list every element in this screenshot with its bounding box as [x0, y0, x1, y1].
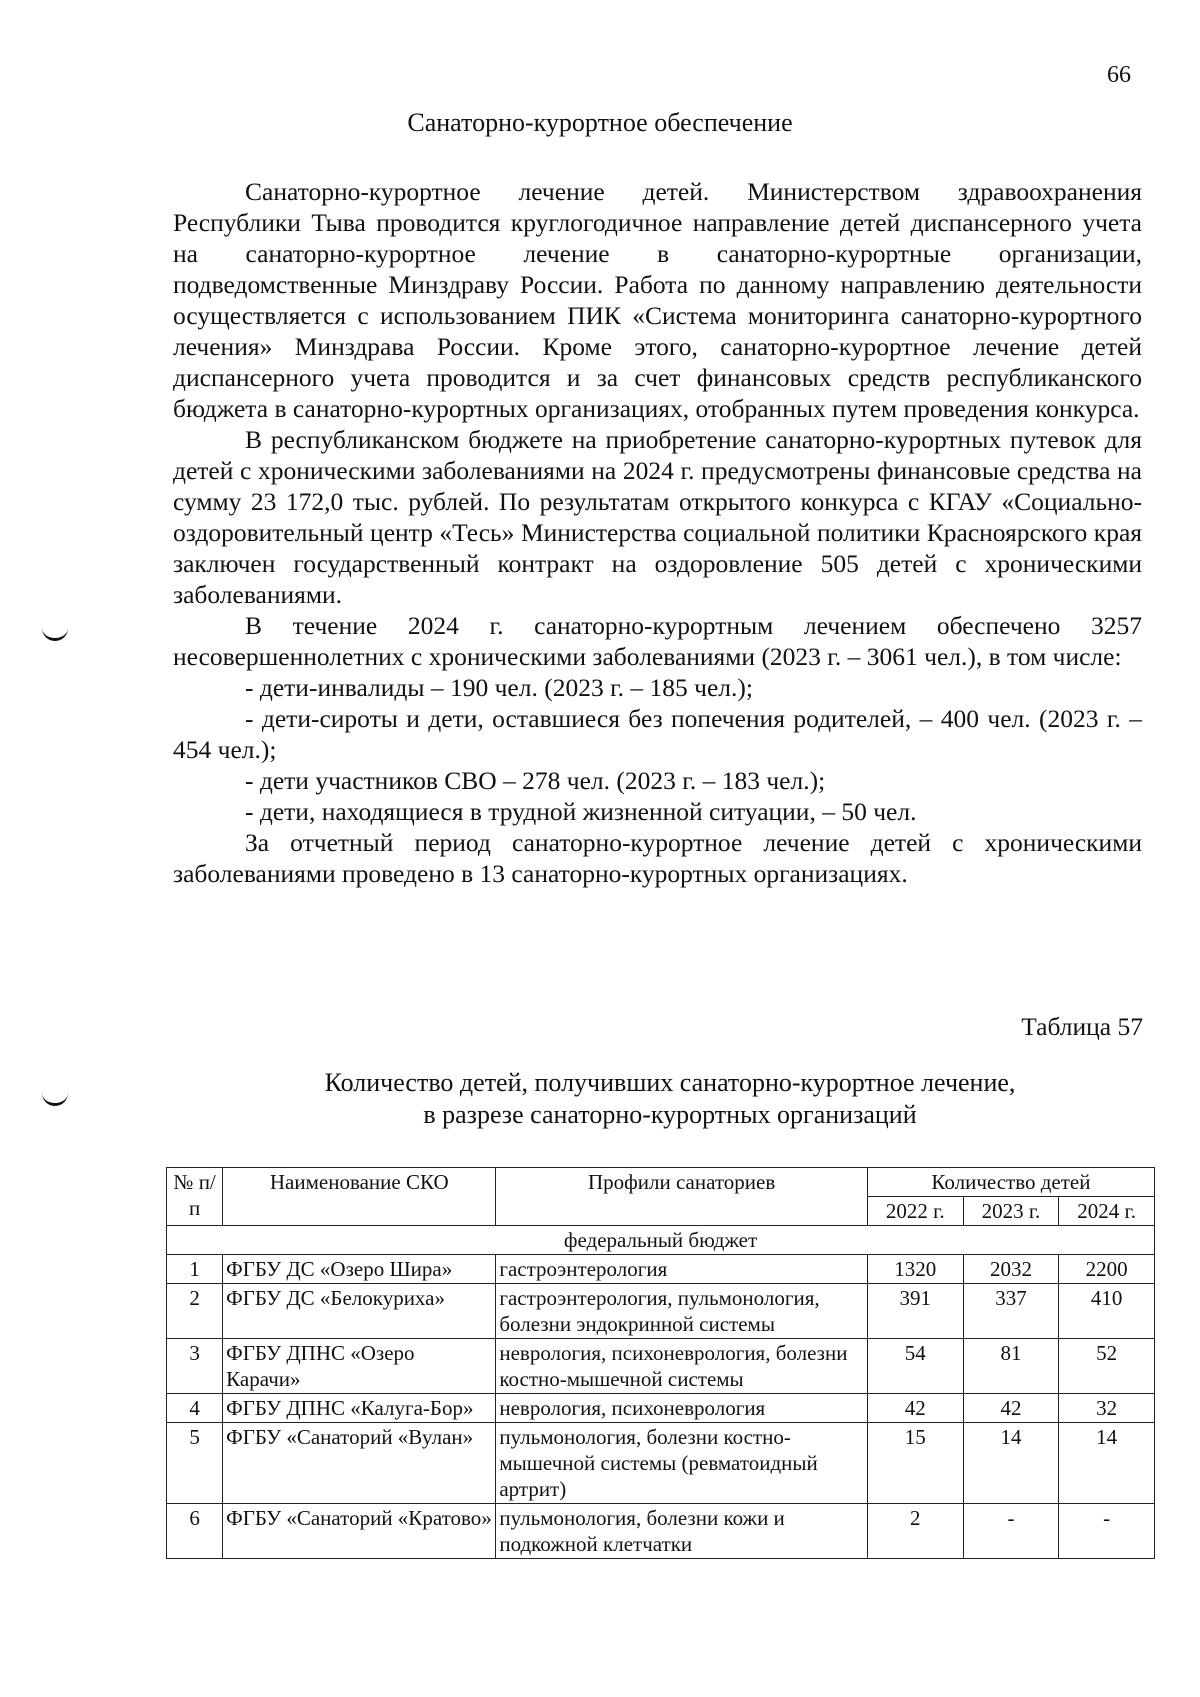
cell-2022: 15: [867, 1423, 963, 1504]
data-table-container: [166, 1167, 1155, 1559]
table-label: Таблица 57: [1021, 1012, 1143, 1041]
header-count: Количество детей: [867, 1168, 1154, 1197]
table-row: [167, 1284, 1155, 1339]
cell-name: ФГБУ ДС «Белокуриха»: [223, 1284, 496, 1339]
cell-2023: -: [963, 1504, 1059, 1559]
section-heading: Санаторно-курортное обеспечение: [407, 108, 793, 137]
cell-name: ФГБУ ДС «Озеро Шира»: [223, 1255, 496, 1284]
table-row: [167, 1394, 1155, 1423]
cell-num: 5: [167, 1423, 223, 1504]
list-item: - дети-инвалиды – 190 чел. (2023 г. – 185 чел.);: [245, 673, 753, 702]
cell-2023: 14: [963, 1423, 1059, 1504]
data-table: [166, 1167, 1155, 1559]
cell-num: 2: [167, 1284, 223, 1339]
section-label: федеральный бюджет: [167, 1226, 1155, 1255]
closing-paragraph: За отчетный период санаторно-курортное лечение детей с хроническими заболеваниями проведено в 13 санаторно-курортных организациях.: [173, 828, 1142, 888]
cell-num: 4: [167, 1394, 223, 1423]
cell-2024: 14: [1059, 1423, 1155, 1504]
cell-2023: 2032: [963, 1255, 1059, 1284]
paragraph-2: В республиканском бюджете на приобретение санаторно-курортных путевок для детей с хроническими заболеваниями на 2024 г. предусмотрены финансовые средства на сумму 23 172,0 тыс. рублей. По результатам открытого конкурса с КГАУ «Социально-оздоровительный центр «Тесь» Министерства социальной политики Красноярского края заключен государственный контракт на оздоровление 505 детей с хроническими заболеваниями.: [173, 425, 1142, 609]
cell-name: ФГБУ ДПНС «Калуга-Бор»: [223, 1394, 496, 1423]
cell-2024: 32: [1059, 1394, 1155, 1423]
cell-num: 1: [167, 1255, 223, 1284]
list-item: - дети, находящиеся в трудной жизненной ситуации, – 50 чел.: [245, 797, 917, 826]
cell-num: 3: [167, 1339, 223, 1394]
cell-2023: 81: [963, 1339, 1059, 1394]
table-title: [0, 1067, 1200, 1131]
body-text: [173, 176, 1142, 889]
cell-2024: 52: [1059, 1339, 1155, 1394]
paragraph-1: Санаторно-курортное лечение детей. Министерством здравоохранения Республики Тыва проводится круглогодичное направление детей диспансерного учета на санаторно-курортное лечение в санаторно-курортные организации, подведомственные Минздраву России. Работа по данному направлению деятельности осуществляется с использованием ПИК «Система мониторинга санаторно-курортного лечения» Минздрава России. Кроме этого, санаторно-курортное лечение детей диспансерного учета проводится и за счет финансовых средств республиканского бюджета в санаторно-курортных организациях, отобранных путем проведения конкурса.: [173, 177, 1142, 423]
table-title-line: в разрезе санаторно-курортных организаций: [423, 1100, 917, 1129]
cell-num: 6: [167, 1504, 223, 1559]
list-item: - дети участников СВО – 278 чел. (2023 г. – 183 чел.);: [245, 766, 826, 795]
table-title-line: Количество детей, получивших санаторно-курортное лечение,: [324, 1068, 1016, 1097]
header-year: 2023 г.: [963, 1197, 1059, 1226]
cell-profile: пульмонология, болезни костно-мышечной системы (ревматоидный артрит): [496, 1423, 868, 1504]
table-row: [167, 1255, 1155, 1284]
paragraph-3: В течение 2024 г. санаторно-курортным лечением обеспечено 3257 несовершеннолетних с хроническими заболеваниями (2023 г. – 3061 чел.), в том числе:: [173, 611, 1142, 671]
cell-2022: 54: [867, 1339, 963, 1394]
cell-2024: 410: [1059, 1284, 1155, 1339]
table-row: [167, 1504, 1155, 1559]
cell-profile: гастроэнтерология, пульмонология, болезни эндокринной системы: [496, 1284, 868, 1339]
table-section-row: [167, 1226, 1155, 1255]
list-item: - дети-сироты и дети, оставшиеся без попечения родителей, – 400 чел. (2023 г. – 454 чел.);: [173, 704, 1142, 764]
header-year: 2024 г.: [1059, 1197, 1155, 1226]
cell-name: ФГБУ ДПНС «Озеро Карачи»: [223, 1339, 496, 1394]
cell-2022: 391: [867, 1284, 963, 1339]
cell-2023: 337: [963, 1284, 1059, 1339]
table-row: [167, 1339, 1155, 1394]
cell-name: ФГБУ «Санаторий «Кратово»: [223, 1504, 496, 1559]
cell-2022: 2: [867, 1504, 963, 1559]
cell-profile: неврология, психоневрология: [496, 1394, 868, 1423]
cell-2022: 1320: [867, 1255, 963, 1284]
header-profile: Профили санаториев: [496, 1168, 868, 1226]
table-row: [167, 1423, 1155, 1504]
cell-name: ФГБУ «Санаторий «Вулан»: [223, 1423, 496, 1504]
header-name: Наименование СКО: [223, 1168, 496, 1226]
page-number: 66: [1107, 62, 1131, 88]
cell-2023: 42: [963, 1394, 1059, 1423]
cell-profile: пульмонология, болезни кожи и подкожной клетчатки: [496, 1504, 868, 1559]
cell-2024: -: [1059, 1504, 1155, 1559]
margin-mark-icon: [42, 628, 68, 641]
cell-2024: 2200: [1059, 1255, 1155, 1284]
header-num: № п/п: [167, 1168, 223, 1226]
header-year: 2022 г.: [867, 1197, 963, 1226]
cell-profile: неврология, психоневрология, болезни костно-мышечной системы: [496, 1339, 868, 1394]
cell-profile: гастроэнтерология: [496, 1255, 868, 1284]
cell-2022: 42: [867, 1394, 963, 1423]
